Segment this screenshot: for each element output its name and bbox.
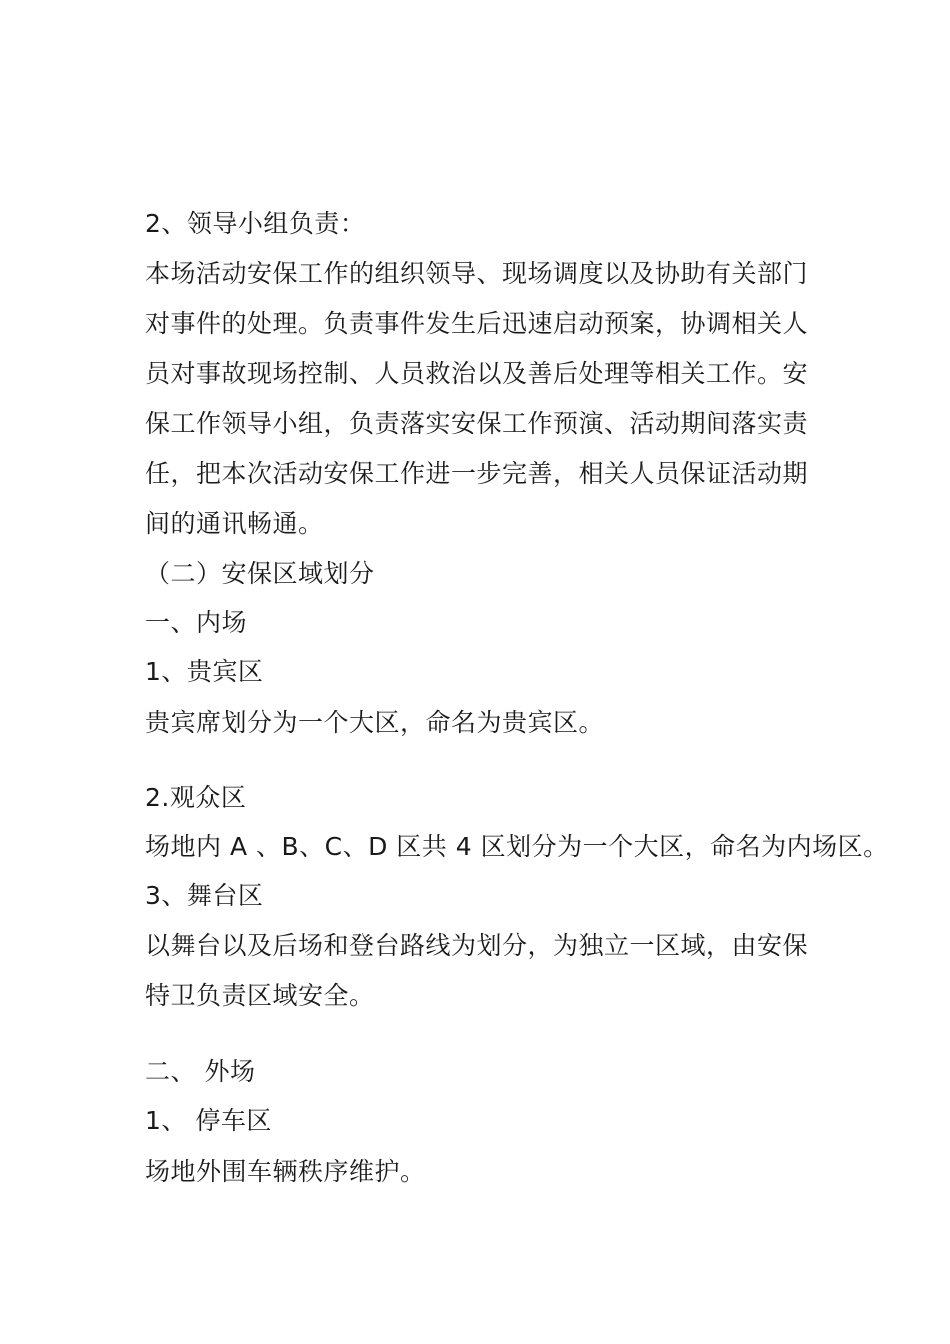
- vip-zone-heading: 1、贵宾区: [145, 657, 264, 686]
- audience-zone-text: 场地内 A 、B、C、D 区共 4 区划分为一个大区，命名为内场区。: [145, 832, 889, 861]
- inner-field-heading: 一、内场: [145, 608, 248, 637]
- vip-zone-text: 贵宾席划分为一个大区，命名为贵宾区。: [145, 708, 605, 737]
- parking-zone-text: 场地外围车辆秩序维护。: [145, 1157, 426, 1186]
- parking-zone-heading: 1、 停车区: [145, 1106, 272, 1135]
- paragraph-line: 对事件的处理。负责事件发生后迅速启动预案，协调相关人: [145, 309, 809, 338]
- paragraph-line: 任，把本次活动安保工作进一步完善，相关人员保证活动期: [145, 459, 809, 488]
- paragraph-line: 本场活动安保工作的组织领导、现场调度以及协助有关部门: [145, 259, 809, 288]
- paragraph-line: 保工作领导小组，负责落实安保工作预演、活动期间落实责: [145, 409, 809, 438]
- leadership-heading: 2、领导小组负责：: [145, 209, 366, 238]
- outer-field-heading: 二、 外场: [145, 1057, 256, 1086]
- audience-zone-heading: 2.观众区: [145, 783, 247, 812]
- paragraph-line: 间的通讯畅通。: [145, 509, 324, 538]
- stage-zone-text-line: 以舞台以及后场和登台路线为划分，为独立一区域，由安保: [145, 931, 809, 960]
- stage-zone-text-line: 特卫负责区域安全。: [145, 981, 375, 1010]
- paragraph-line: 员对事故现场控制、人员救治以及善后处理等相关工作。安: [145, 359, 809, 388]
- section-heading-zones: （二）安保区域划分: [145, 559, 375, 588]
- stage-zone-heading: 3、舞台区: [145, 881, 264, 910]
